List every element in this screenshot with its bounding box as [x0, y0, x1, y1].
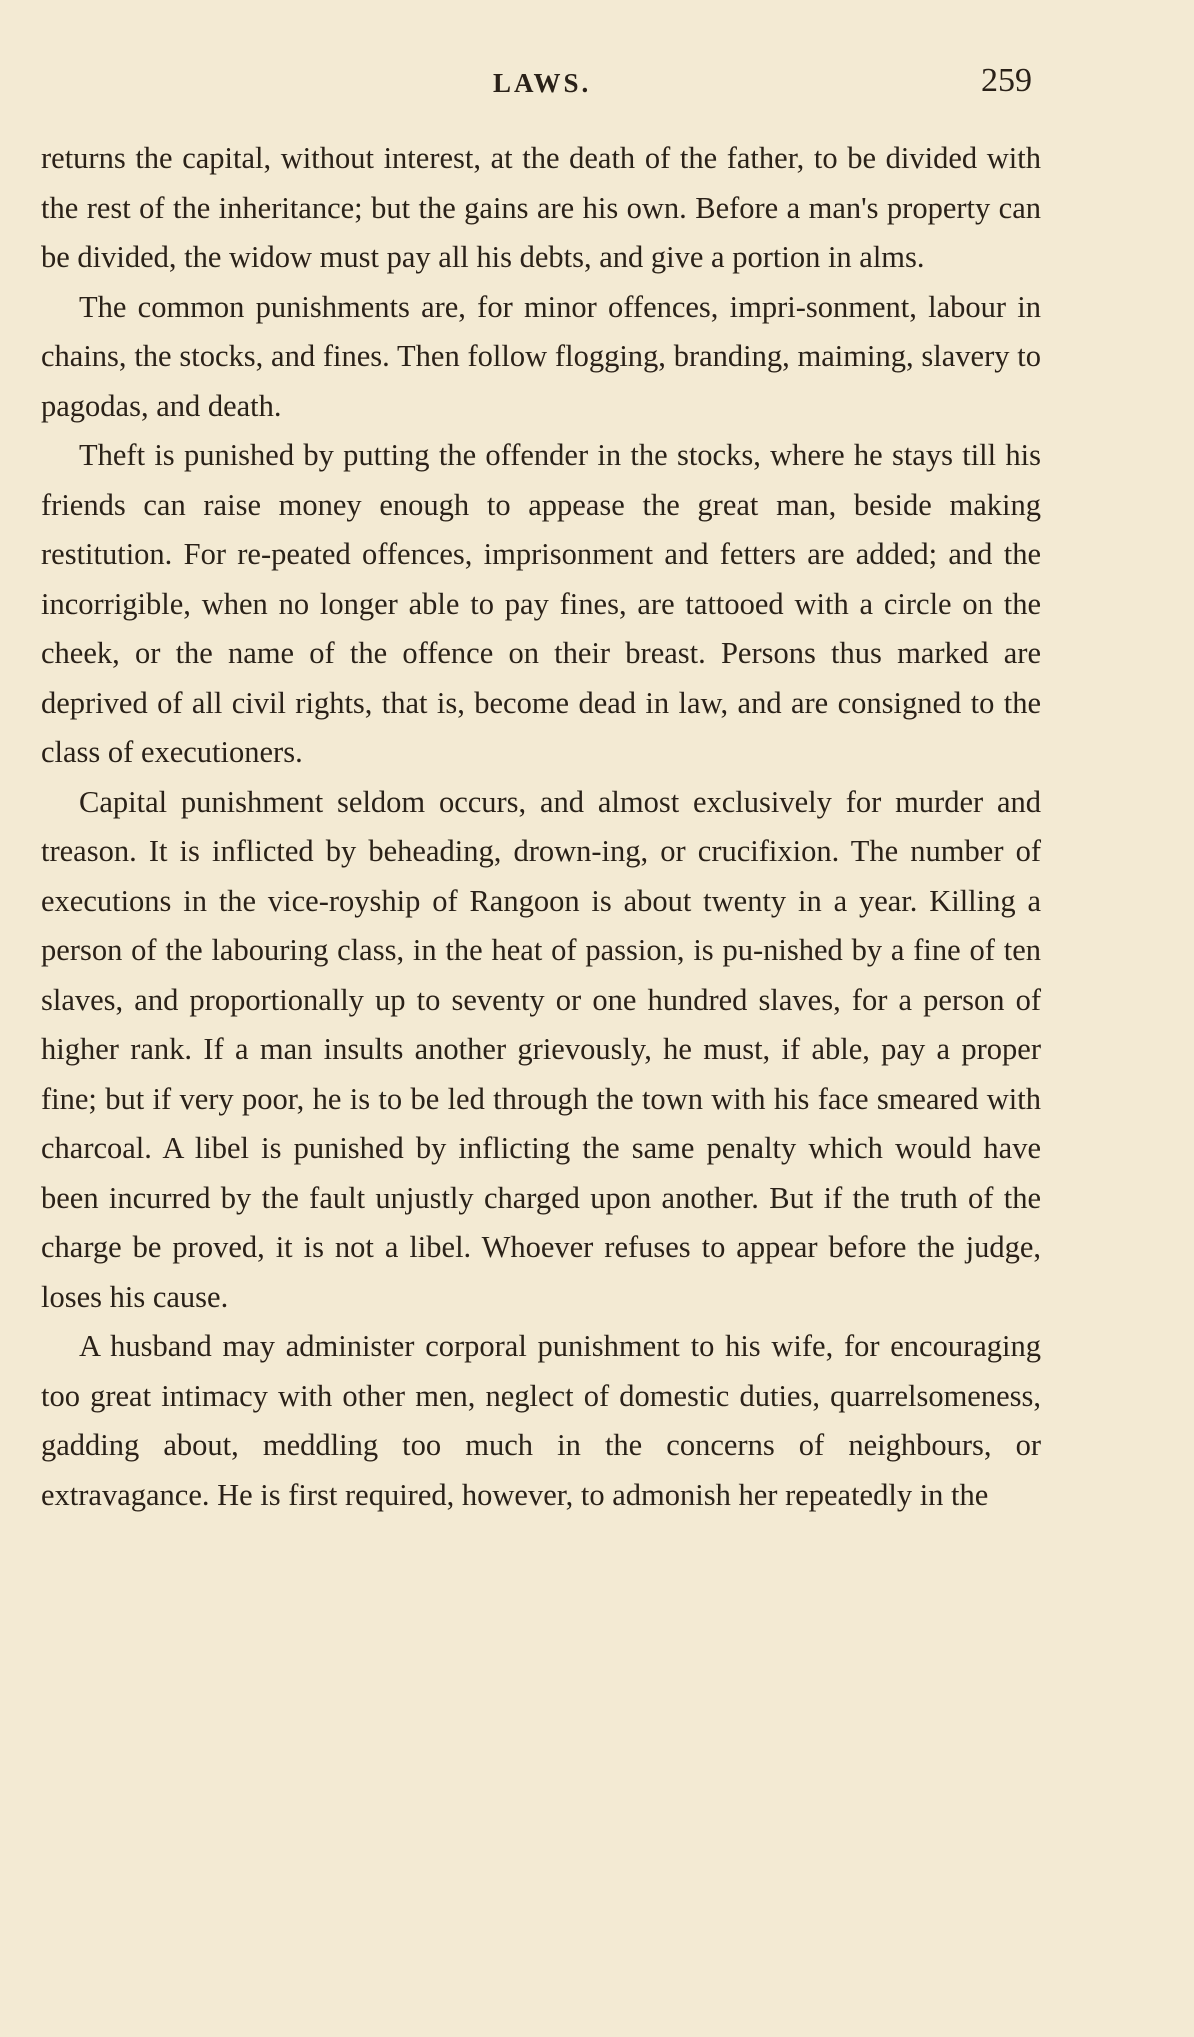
- paragraph-punishments: The common punishments are, for minor offences, impri-sonment, labour in chains, the stocks, and fines. Then follow flogging, branding, maiming, slavery to pagodas, and death.: [41, 289, 1041, 423]
- paragraph-husband: A husband may administer corporal punishment to his wife, for encouraging too great intimacy with other men, neglect of domestic duties, quarrelsomeness, gadding about, meddling too much in the concerns of neighbours, or extravagance. He is first required, however, to admonish her repeatedly in the: [41, 1329, 1041, 1512]
- paragraph-continued: returns the capital, without interest, at the death of the father, to be divided with the rest of the inheritance; but the gains are his own. Before a man's property can be divided, the widow must pay all his debts, and give a portion in alms.: [41, 141, 1041, 274]
- page-number: 259: [981, 62, 1032, 99]
- book-page: [41, 62, 1041, 1512]
- running-head: [41, 62, 1041, 122]
- paragraph-theft: Theft is punished by putting the offender in the stocks, where he stays till his friends can raise money enough to appease the great man, beside making restitution. For re-peated offences, imprisonment and fetters are added; and the incorrigible, when no longer able to pay fines, are tattooed with a circle on the cheek, or the name of the offence on their breast. Persons thus marked are deprived of all civil rights, that is, become dead in law, and are consigned to the class of executioners.: [41, 438, 1041, 769]
- running-title: LAWS.: [493, 68, 592, 98]
- paragraph-capital-punishment: Capital punishment seldom occurs, and almost exclusively for murder and treason. It is inflicted by beheading, drown-ing, or crucifixion. The number of executions in the vice-royship of Rangoon is about twenty in a year. Killing a person of the labouring class, in the heat of passion, is pu-nished by a fine of ten slaves, and proportionally up to seventy or one hundred slaves, for a person of higher rank. If a man insults another grievously, he must, if able, pay a proper fine; but if very poor, he is to be led through the town with his face smeared with charcoal. A libel is punished by inflicting the same penalty which would have been incurred by the fault unjustly charged upon another. But if the truth of the charge be proved, it is not a libel. Whoever refuses to appear before the judge, loses his cause.: [41, 784, 1041, 1314]
- body-text: [41, 134, 1041, 1520]
